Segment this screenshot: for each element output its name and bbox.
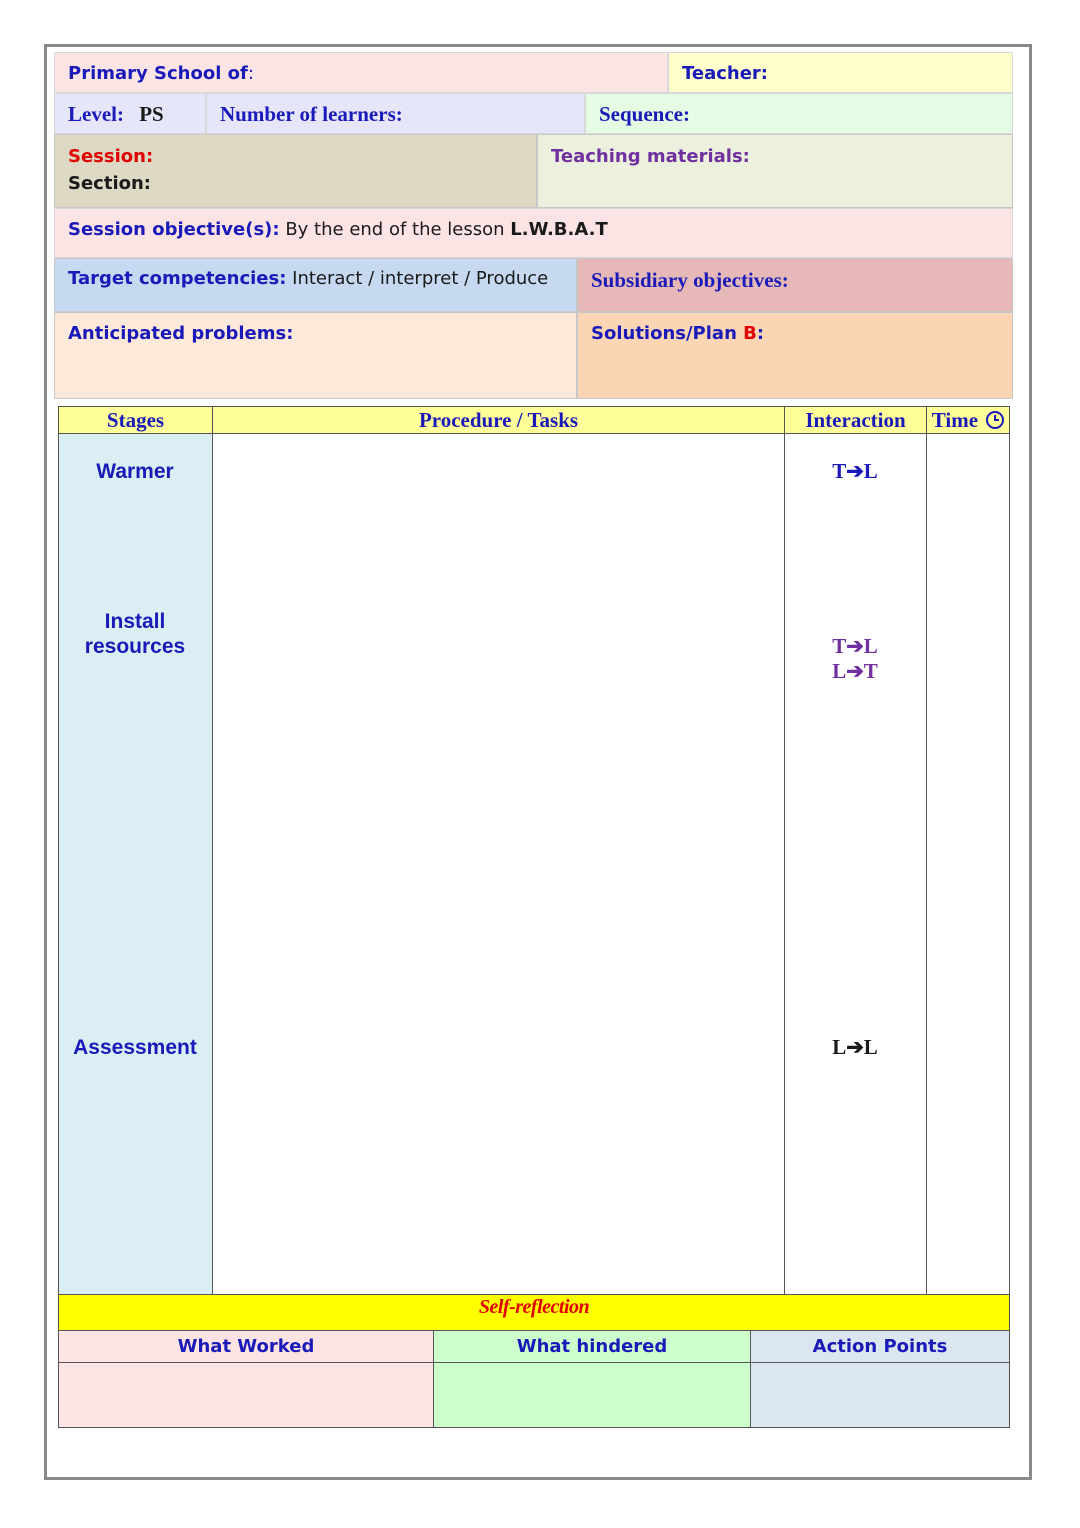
teacher-label: Teacher: — [682, 63, 769, 84]
interaction-install — [784, 634, 926, 684]
problems-label: Anticipated problems: — [68, 323, 294, 344]
teacher-field[interactable] — [668, 52, 1013, 93]
competencies-label: Target competencies: — [68, 268, 287, 289]
interaction-assessment — [784, 1035, 926, 1060]
stages-column — [58, 433, 213, 1295]
solutions-label: Solutions/Plan — [591, 323, 744, 344]
solutions-colon: : — [756, 323, 765, 344]
objective-field[interactable] — [54, 208, 1013, 258]
action-points-label: Action Points — [812, 1336, 948, 1357]
learners-field[interactable] — [206, 93, 585, 134]
session-label: Session: — [68, 146, 154, 167]
stage-install-line1: Install — [104, 610, 166, 633]
what-hindered-header — [433, 1330, 751, 1363]
objective-text: By the end of the lesson — [279, 219, 511, 240]
interaction-warmer — [784, 459, 926, 484]
objective-label: Session objective(s): — [68, 219, 280, 240]
solutions-b: B — [743, 323, 757, 344]
what-worked-label: What Worked — [177, 1336, 315, 1357]
level-field[interactable] — [54, 93, 206, 134]
problems-field[interactable] — [54, 312, 577, 399]
col-procedure-label: Procedure / Tasks — [418, 408, 579, 432]
school-field[interactable] — [54, 52, 668, 93]
interaction-assessment-label: L➔L — [832, 1035, 878, 1059]
level-label: Level: — [68, 102, 124, 126]
learners-label: Number of learners: — [220, 102, 403, 126]
school-colon: : — [247, 63, 254, 84]
materials-field[interactable] — [537, 134, 1013, 208]
procedure-column[interactable] — [212, 433, 785, 1295]
what-hindered-box[interactable] — [433, 1362, 751, 1428]
col-procedure-header — [212, 406, 785, 434]
solutions-field[interactable] — [577, 312, 1013, 399]
col-interaction-label: Interaction — [805, 408, 906, 432]
materials-label: Teaching materials: — [551, 146, 750, 167]
subsidiary-label: Subsidiary objectives: — [591, 268, 789, 292]
col-interaction-header — [784, 406, 927, 434]
interaction-column[interactable] — [784, 433, 927, 1295]
self-reflection-label: Self-reflection — [478, 1296, 590, 1318]
objective-bold: L.W.B.A.T — [510, 219, 608, 240]
stage-install-resources — [58, 609, 212, 659]
what-worked-box[interactable] — [58, 1362, 434, 1428]
time-column[interactable] — [926, 433, 1010, 1295]
action-points-box[interactable] — [750, 1362, 1010, 1428]
col-time-label: Time — [931, 408, 979, 432]
sequence-label: Sequence: — [599, 102, 690, 126]
col-time-header — [926, 406, 1010, 434]
interaction-install-line2: L➔T — [832, 659, 878, 683]
what-hindered-label: What hindered — [516, 1336, 668, 1357]
action-points-header — [750, 1330, 1010, 1363]
what-worked-header — [58, 1330, 434, 1363]
col-stages-label: Stages — [106, 408, 165, 432]
competencies-text: Interact / interpret / Produce — [286, 268, 549, 289]
school-label: Primary School of — [68, 63, 248, 84]
clock-icon — [986, 411, 1004, 429]
self-reflection-title — [58, 1294, 1010, 1331]
sequence-field[interactable] — [585, 93, 1013, 134]
subsidiary-field[interactable] — [577, 258, 1013, 312]
stage-assessment — [58, 1035, 212, 1060]
level-value: PS — [139, 102, 164, 126]
competencies-field[interactable] — [54, 258, 577, 312]
interaction-install-line1: T➔L — [832, 634, 878, 658]
stage-install-line2: resources — [84, 635, 186, 658]
col-stages-header — [58, 406, 213, 434]
session-field[interactable] — [54, 134, 537, 208]
interaction-warmer-label: T➔L — [832, 459, 878, 483]
stage-warmer — [58, 459, 212, 484]
stage-assessment-label: Assessment — [73, 1036, 197, 1059]
stage-warmer-label: Warmer — [96, 460, 174, 483]
section-label: Section: — [68, 173, 151, 194]
